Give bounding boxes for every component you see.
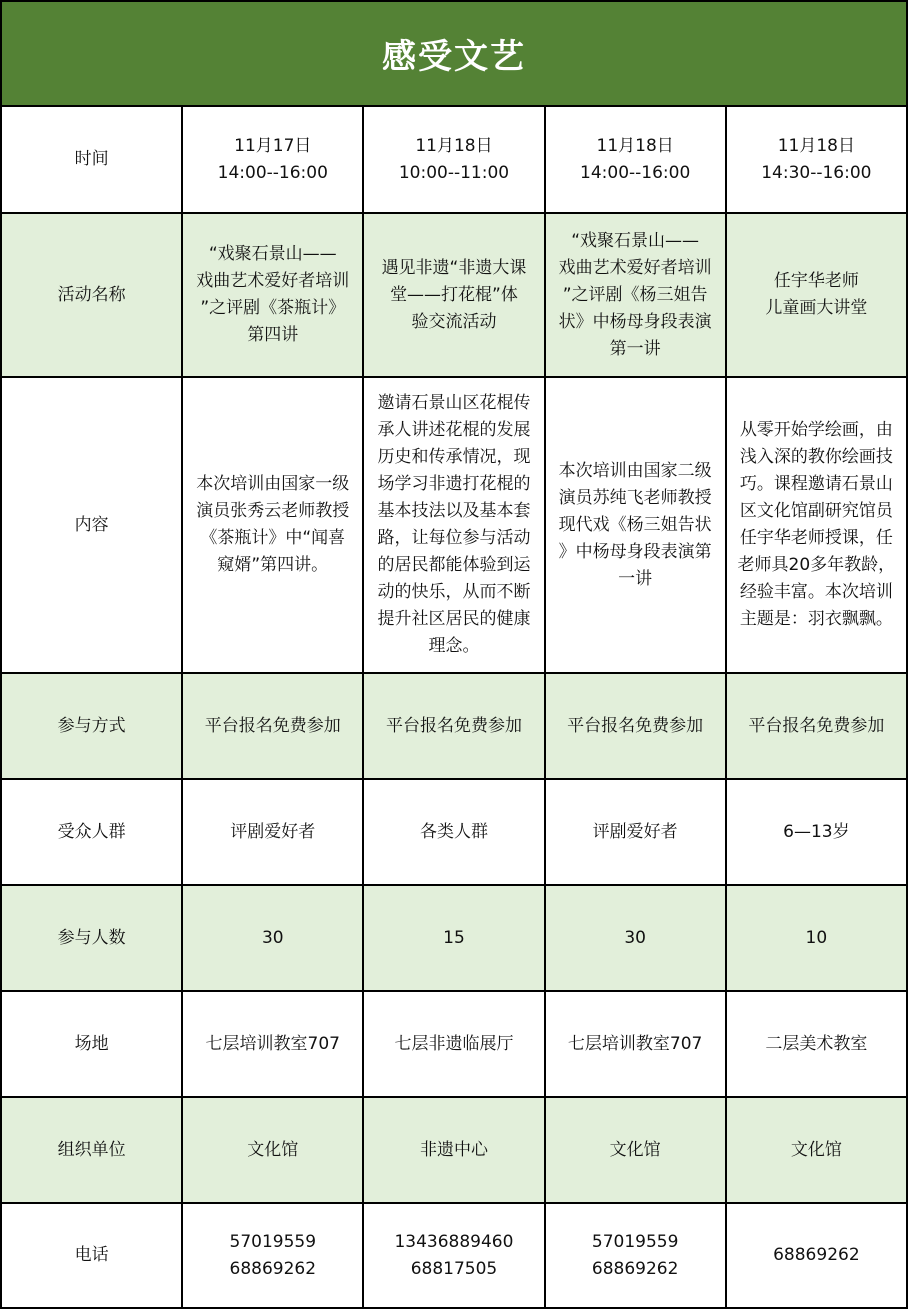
cell-phone-2: 13436889460 68817505	[363, 1203, 544, 1308]
row-label-time: 时间	[1, 106, 182, 213]
page-title: 感受文艺	[382, 37, 526, 77]
cell-content-4: 从零开始学绘画，由 浅入深的教你绘画技 巧。课程邀请石景山 区文化馆副研究馆员 任宇华老师授课，任 老师具20多年教龄， 经验丰富。本次培训 主题是：羽衣飘飘。	[726, 377, 907, 673]
row-label-phone: 电话	[1, 1203, 182, 1308]
cell-method-4: 平台报名免费参加	[726, 673, 907, 779]
cell-org-1: 文化馆	[182, 1097, 363, 1203]
cell-content-3: 本次培训由国家二级 演员苏纯飞老师教授 现代戏《杨三姐告状 》中杨母身段表演第 一讲	[545, 377, 726, 673]
row-label-method: 参与方式	[1, 673, 182, 779]
row-content	[1, 377, 907, 673]
cell-venue-4: 二层美术教室	[726, 991, 907, 1097]
cell-audience-3: 评剧爱好者	[545, 779, 726, 885]
cell-audience-1: 评剧爱好者	[182, 779, 363, 885]
cell-method-1: 平台报名免费参加	[182, 673, 363, 779]
row-organizer	[1, 1097, 907, 1203]
cell-phone-1: 57019559 68869262	[182, 1203, 363, 1308]
title-banner	[0, 0, 908, 107]
row-label-activity-name: 活动名称	[1, 213, 182, 377]
cell-count-3: 30	[545, 885, 726, 991]
cell-count-1: 30	[182, 885, 363, 991]
cell-time-1: 11月17日 14:00--16:00	[182, 106, 363, 213]
row-label-content: 内容	[1, 377, 182, 673]
cell-count-2: 15	[363, 885, 544, 991]
cell-org-2: 非遗中心	[363, 1097, 544, 1203]
cell-name-1: “戏聚石景山—— 戏曲艺术爱好者培训 ”之评剧《茶瓶计》 第四讲	[182, 213, 363, 377]
row-label-venue: 场地	[1, 991, 182, 1097]
row-phone	[1, 1203, 907, 1308]
row-activity-name	[1, 213, 907, 377]
cell-phone-4: 68869262	[726, 1203, 907, 1308]
row-label-audience: 受众人群	[1, 779, 182, 885]
row-audience	[1, 779, 907, 885]
cell-content-2: 邀请石景山区花棍传 承人讲述花棍的发展 历史和传承情况，现 场学习非遗打花棍的 基本技法以及基本套 路，让每位参与活动 的居民都能体验到运 动的快乐，从而不断 提升社区居民的健康 理念。	[363, 377, 544, 673]
cell-venue-2: 七层非遗临展厅	[363, 991, 544, 1097]
cell-venue-1: 七层培训教室707	[182, 991, 363, 1097]
row-time	[1, 106, 907, 213]
cell-audience-4: 6—13岁	[726, 779, 907, 885]
cell-time-3: 11月18日 14:00--16:00	[545, 106, 726, 213]
cell-time-2: 11月18日 10:00--11:00	[363, 106, 544, 213]
cell-org-3: 文化馆	[545, 1097, 726, 1203]
cell-audience-2: 各类人群	[363, 779, 544, 885]
cell-phone-3: 57019559 68869262	[545, 1203, 726, 1308]
cell-count-4: 10	[726, 885, 907, 991]
cell-method-3: 平台报名免费参加	[545, 673, 726, 779]
row-venue	[1, 991, 907, 1097]
cell-name-4: 任宇华老师 儿童画大讲堂	[726, 213, 907, 377]
cell-method-2: 平台报名免费参加	[363, 673, 544, 779]
cell-venue-3: 七层培训教室707	[545, 991, 726, 1097]
row-label-organizer: 组织单位	[1, 1097, 182, 1203]
cell-name-2: 遇见非遗“非遗大课 堂——打花棍”体 验交流活动	[363, 213, 544, 377]
row-label-count: 参与人数	[1, 885, 182, 991]
row-method	[1, 673, 907, 779]
row-count	[1, 885, 907, 991]
cell-org-4: 文化馆	[726, 1097, 907, 1203]
cell-content-1: 本次培训由国家一级 演员张秀云老师教授 《茶瓶计》中“闻喜 窥婿”第四讲。	[182, 377, 363, 673]
cell-name-3: “戏聚石景山—— 戏曲艺术爱好者培训 ”之评剧《杨三姐告 状》中杨母身段表演 第一讲	[545, 213, 726, 377]
schedule-table	[0, 105, 908, 1309]
cell-time-4: 11月18日 14:30--16:00	[726, 106, 907, 213]
